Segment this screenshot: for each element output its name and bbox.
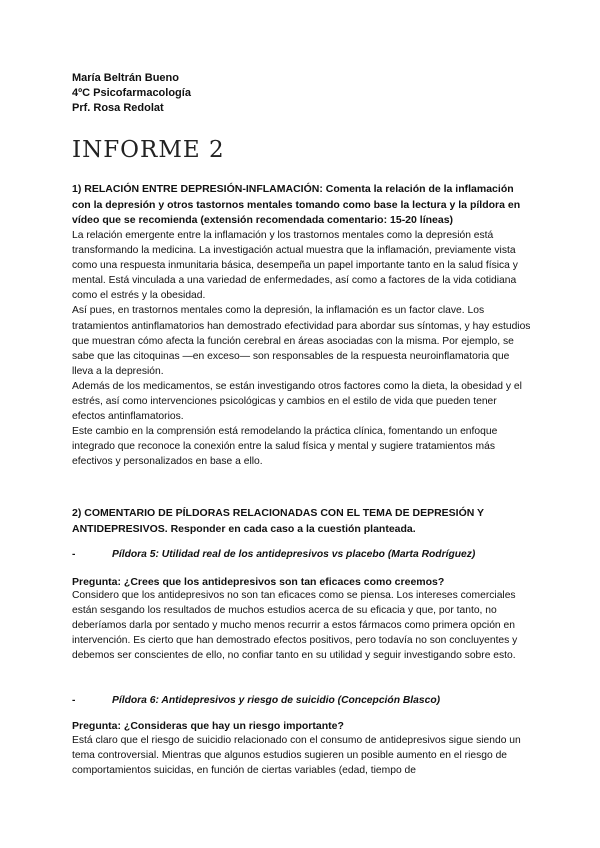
section1-body [72,228,532,470]
pildora5-title: Píldora 5: Utilidad real de los antidepresivos vs placebo (Marta Rodríguez) [112,549,476,560]
pildora6-question: Pregunta: ¿Consideras que hay un riesgo importante? [72,720,344,732]
pildora6-answer: Está claro que el riesgo de suicidio relacionado con el consumo de antidepresivos sigue siendo un tema controversial. Mientras que algunos estudios sugieren un posible aumento en el riesgo de comportamientos suicidas, en función de ciertas variables (edad, tiempo de [72,735,521,777]
section2-heading: 2) COMENTARIO DE PÍLDORAS RELACIONADAS CON EL TEMA DE DEPRESIÓN Y ANTIDEPRESIVOS. Responder en cada caso a la cuestión planteada. [72,507,484,535]
paragraph: La relación emergente entre la inflamación y los trastornos mentales como la depresión está transformando la medicina. La investigación actual muestra que la inflamación, previamente vista como una respuesta inmunitaria básica, desempeña un papel importante tanto en la salud física y mental. Está vinculada a una variedad de enfermedades, así como a factores de la vida cotidiana como el estrés y la obesidad. [72,230,518,302]
author-name: María Beltrán Bueno [72,72,179,84]
bullet-dash: - [72,549,76,560]
document-header [72,71,191,116]
section1-question: 1) RELACIÓN ENTRE DEPRESIÓN-INFLAMACIÓN: Comenta la relación de la inflamación con la depresión y otros tastornos mentales tomando como base la lectura y la píldora en vídeo que se recomienda (extensión recomendada comentario: 15-20 líneas) [72,183,521,226]
pildora5-answer: Considero que los antidepresivos no son tan eficaces como se piensa. Los intereses comerciales están sesgando los resultados de muchos estudios acerca de su eficacia y que, por tanto, no deberíamos darla por sentado y mucho menos recurrir a estos fármacos como primera opción en intervención. Es cierto que han demostrado efectos positivos, pero todavía no son concluyentes y debemos ser conscientes de ello, no confiar tanto en su utilidad y seguir investigando sobre esto. [72,590,518,662]
course-name: 4ºC Psicofarmacología [72,87,191,99]
paragraph: Además de los medicamentos, se están investigando otros factores como la dieta, la obesidad y el estrés, así como intervenciones psicológicas y cambios en el estilo de vida que pueden tener efectos antinflamatorios. [72,380,522,423]
bullet-dash: - [72,695,76,706]
pildora5-question: Pregunta: ¿Crees que los antidepresivos son tan eficaces como creemos? [72,576,445,588]
pildora5-title-line [72,549,532,560]
paragraph: Este cambio en la comprensión está remodelando la práctica clínica, fomentando un enfoque integrado que reconoce la conexión entre la salud física y mental y sugiere tratamientos más efectivos y personalizados en base a ello. [72,426,498,468]
pildora6-title: Píldora 6: Antidepresivos y riesgo de suicidio (Concepción Blasco) [112,695,441,706]
document-title: INFORME 2 [72,137,225,163]
paragraph: Así pues, en trastornos mentales como la depresión, la inflamación es un factor clave. Los tratamientos antinflamatorios han demostrado efectividad para abordar sus síntomas, y hay estudios que muestran cómo afecta la función cerebral en áreas asociadas con la misma. Por ejemplo, se sabe que las citoquinas —en exceso— son responsables de la respuesta neuroinflamatoria que lleva a la depresión. [72,305,531,377]
pildora6-title-line [72,695,532,706]
professor-name: Prf. Rosa Redolat [72,102,164,114]
